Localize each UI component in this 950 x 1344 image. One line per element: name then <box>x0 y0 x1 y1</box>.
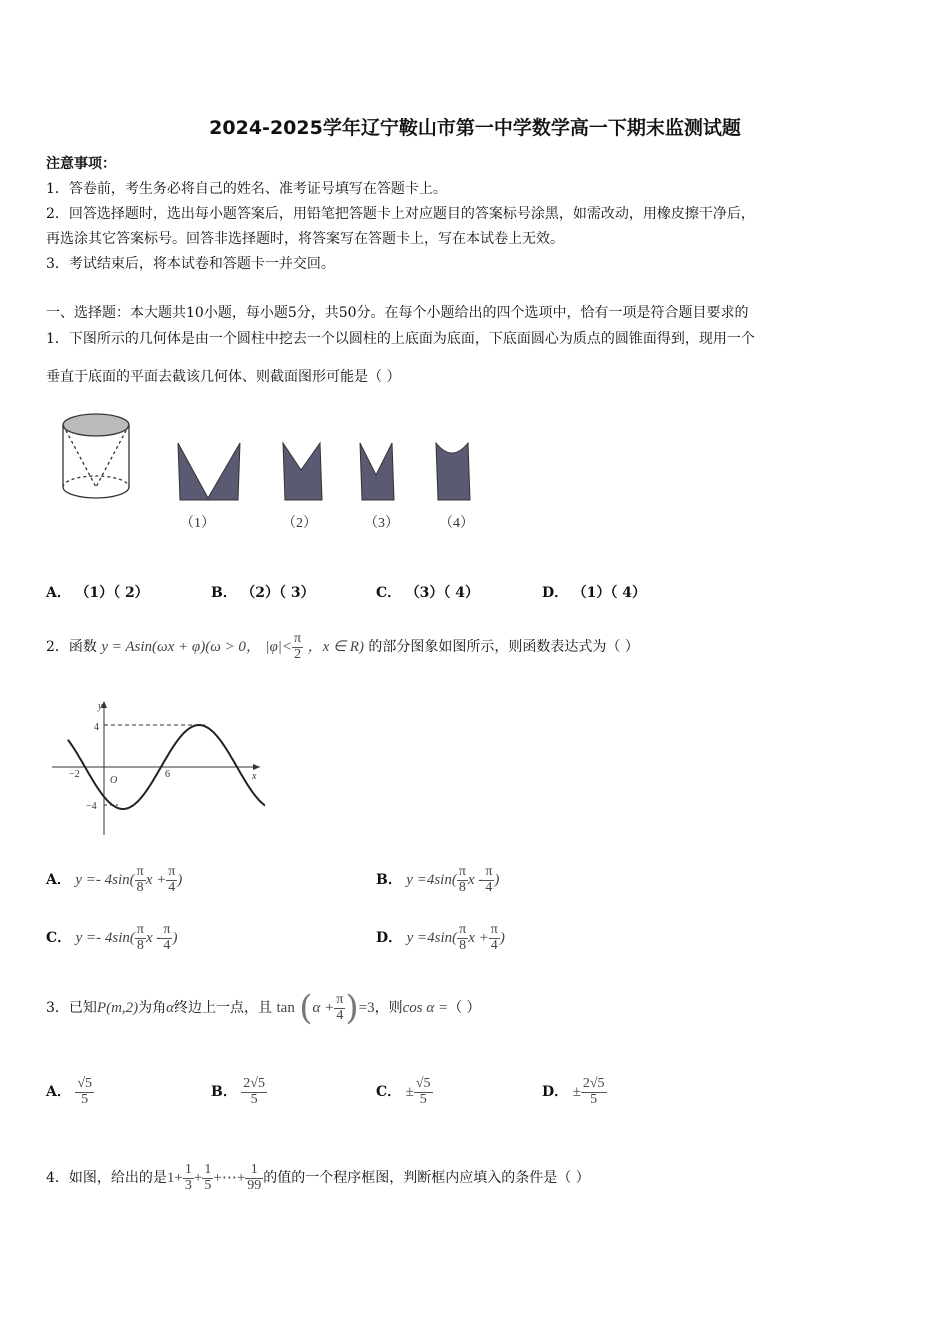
right-paren: ) <box>345 988 359 1028</box>
q3-inner: α + <box>312 1000 335 1016</box>
fraction: $\frac{\pi}{4}$ <box>490 921 498 953</box>
q3-number: 3．已知 <box>46 1000 97 1016</box>
pi-over-2-fraction: $\frac{\pi}{2}$ <box>294 630 302 662</box>
section-shape-3 <box>360 443 394 500</box>
origin-label: O <box>110 775 118 786</box>
q1-stem-line1: 1．下图所示的几何体是由一个圆柱中挖去一个以圆柱的上底面为底面，下底面圆心为质点的圆锥面得到，现用一个 <box>46 331 755 347</box>
q3-tail: （ ） <box>448 1000 481 1016</box>
q1-figure <box>50 405 500 540</box>
fraction: $\frac{\pi}{8}$ <box>136 921 144 953</box>
option-label: D． <box>542 585 569 601</box>
y-axis-label: y <box>98 701 103 712</box>
q4-dots: +⋯+ <box>213 1170 246 1186</box>
section-shape-1 <box>178 443 240 500</box>
fraction: $\frac{\pi}{4}$ <box>168 863 176 895</box>
option-label: D． <box>376 930 403 946</box>
option-expr: ) <box>494 872 500 888</box>
q2-phi-abs: |φ|< <box>265 639 293 655</box>
q3-text: ，则 <box>374 1000 403 1016</box>
fraction: $\frac{\pi}{4}$ <box>163 921 171 953</box>
option-text: （3）（ 4） <box>405 585 479 601</box>
fig-label-1: （1） <box>180 516 215 531</box>
q2-option-d[interactable] <box>376 918 505 958</box>
q3-text: 为角 <box>138 1000 167 1016</box>
q2-option-c[interactable] <box>46 918 177 958</box>
q3-equals: =3 <box>358 1000 375 1016</box>
q3-option-b[interactable] <box>211 1064 267 1120</box>
q3-cos: cos α = <box>402 1000 449 1016</box>
option-expr: y =4sin( <box>406 930 458 946</box>
q1-option-a[interactable] <box>46 582 149 602</box>
q3-text: 终边上一点，且 <box>174 1000 273 1016</box>
option-label: A． <box>46 585 71 601</box>
option-label: C． <box>376 1084 402 1100</box>
option-text: （1）（ 2） <box>75 585 149 601</box>
option-expr: x - <box>467 872 484 888</box>
q3-option-d[interactable] <box>542 1064 607 1120</box>
q1-option-d[interactable] <box>542 582 646 602</box>
option-expr: ) <box>499 930 505 946</box>
option-expr: x + <box>468 930 489 946</box>
q4-plus: + <box>193 1170 203 1186</box>
notice-item-1: 1．答卷前，考生务必将自己的姓名、准考证号填写在答题卡上。 <box>46 181 447 197</box>
q3-alpha: α <box>166 1000 175 1016</box>
q1-option-b[interactable] <box>211 582 315 602</box>
option-expr: x + <box>145 872 167 888</box>
fraction: $\frac{1}{3}$ <box>184 1161 192 1193</box>
option-label: B． <box>211 585 237 601</box>
fig-label-3: （3） <box>364 516 399 531</box>
fraction: $\frac{\pi}{8}$ <box>459 921 467 953</box>
option-label: C． <box>46 930 72 946</box>
notice-item-2b: 再选涂其它答案标号。回答非选择题时，将答案写在答题卡上，写在本试卷上无效。 <box>46 231 564 247</box>
q3-stem <box>46 980 481 1036</box>
notice-item-2a: 2．回答选择题时，选出每小题答案后，用铅笔把答题卡上对应题目的答案标号涂黑，如需改动，用橡皮擦干净后， <box>46 206 755 222</box>
tick-y-4: 4 <box>94 722 99 733</box>
section-shape-2 <box>283 443 322 500</box>
x-axis-label: x <box>252 771 257 782</box>
fraction: $\frac{2√5}{5}$ <box>582 1075 605 1107</box>
option-label: A． <box>46 872 71 888</box>
fraction: $\frac{2√5}{5}$ <box>243 1075 265 1107</box>
option-label: B． <box>376 872 402 888</box>
fraction: $\frac{√5}{5}$ <box>77 1075 93 1107</box>
option-label: D． <box>542 1084 569 1100</box>
left-paren: ( <box>299 988 313 1028</box>
fraction: $\frac{1}{99}$ <box>247 1161 262 1193</box>
section-shape-4 <box>436 443 470 500</box>
q1-option-c[interactable] <box>376 582 479 602</box>
notice-item-3: 3．考试结束后，将本试卷和答题卡一并交回。 <box>46 256 335 272</box>
q4-stem <box>46 1148 590 1208</box>
option-label: C． <box>376 585 402 601</box>
q2-domain: ，x ∈ R) <box>307 639 364 655</box>
option-pm: ± <box>572 1084 581 1100</box>
q4-sum-term: 1+ <box>166 1170 183 1186</box>
fraction: $\frac{\pi}{4}$ <box>485 863 493 895</box>
q2-stem <box>46 622 639 672</box>
q3-option-c[interactable] <box>376 1064 433 1120</box>
fraction: $\frac{\pi}{8}$ <box>458 863 466 895</box>
tick-x-neg2: −2 <box>69 769 80 780</box>
fig-label-2: （2） <box>282 516 317 531</box>
notice-heading: 注意事项： <box>46 156 116 172</box>
q4-tail: 的值的一个程序框图，判断框内应填入的条件是（ ） <box>263 1170 590 1186</box>
q3-point: P(m,2) <box>96 1000 139 1016</box>
q3-option-a[interactable] <box>46 1064 94 1120</box>
q2-option-b[interactable] <box>376 860 499 900</box>
q3-tan: tan <box>276 1000 295 1016</box>
q2-sine-graph <box>50 695 265 840</box>
q2-tail: 的部分图象如图所示，则函数表达式为（ ） <box>368 639 639 655</box>
page-title: 2024-2025学年辽宁鞍山市第一中学数学高一下期末监测试题 <box>209 117 741 139</box>
option-text: （2）（ 3） <box>241 585 315 601</box>
q2-number: 2．函数 <box>46 639 97 655</box>
option-expr: y =- 4sin( <box>75 930 135 946</box>
q2-function: y = Asin(ωx + φ)(ω > 0， <box>101 639 261 655</box>
fraction: $\frac{1}{5}$ <box>204 1161 212 1193</box>
option-expr: ) <box>172 930 178 946</box>
q2-option-a[interactable] <box>46 860 182 900</box>
q4-number: 4．如图，给出的是 <box>46 1170 167 1186</box>
q1-stem-line2: 垂直于底面的平面去截该几何体、则截面图形可能是（ ） <box>46 369 401 385</box>
option-label: B． <box>211 1084 237 1100</box>
option-label: A． <box>46 1084 71 1100</box>
section-heading: 一、选择题：本大题共10小题，每小题5分，共50分。在每个小题给出的四个选项中，恰有一项是符合题目要求的 <box>46 305 749 321</box>
option-pm: ± <box>405 1084 414 1100</box>
option-expr: ) <box>177 872 183 888</box>
fig-label-4: （4） <box>439 516 474 531</box>
pi-over-4-fraction: $\frac{\pi}{4}$ <box>336 991 344 1023</box>
cylinder-with-cone-figure <box>63 414 129 498</box>
option-expr: x - <box>145 930 162 946</box>
tick-x-6: 6 <box>165 769 170 780</box>
fraction: $\frac{√5}{5}$ <box>415 1075 431 1107</box>
tick-y-neg4: −4 <box>86 801 97 812</box>
option-text: （1）（ 4） <box>572 585 646 601</box>
fraction: $\frac{\pi}{8}$ <box>136 863 144 895</box>
option-expr: y =- 4sin( <box>75 872 135 888</box>
option-expr: y =4sin( <box>406 872 457 888</box>
